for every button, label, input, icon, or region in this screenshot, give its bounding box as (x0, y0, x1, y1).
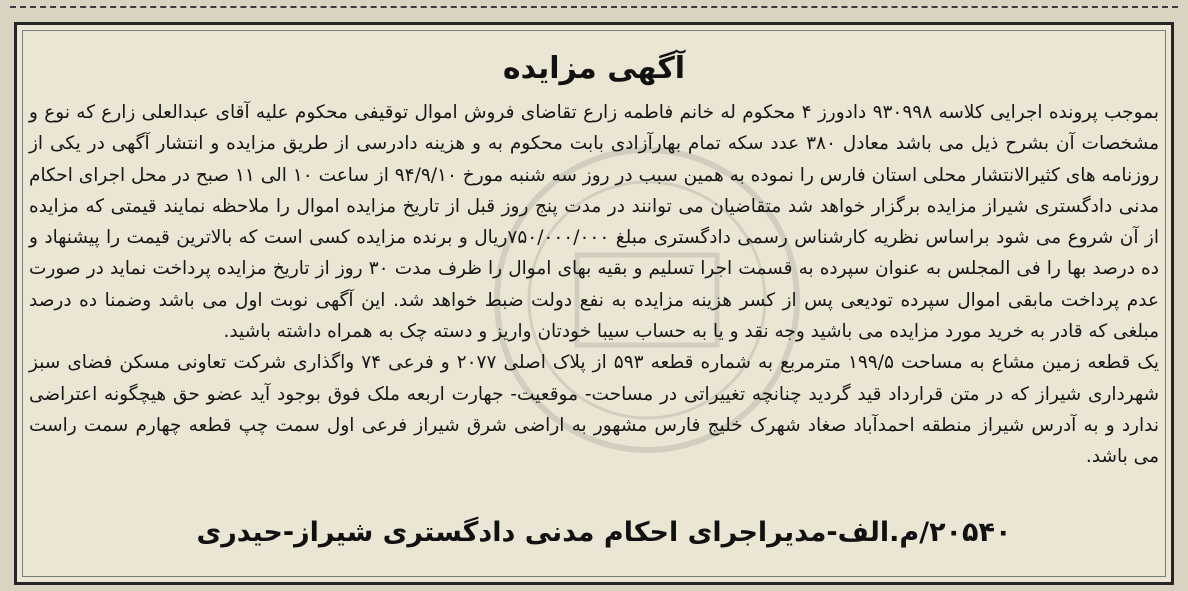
notice-paragraph-property-description: یک قطعه زمین مشاع به مساحت ۱۹۹/۵ مترمربع به شماره قطعه ۵۹۳ از پلاک اصلی ۲۰۷۷ و فرعی ۷۴ واگذاری شرکت تعاونی مسکن فضای سبز شهرداری شیراز که در متن قرارداد قید گردید چنانچه تغییراتی در مساحت- موقعیت- جهارت اربعه ملک فوق بوجود آید عضو حق هیچگونه اعتراضی ندارد و به آدرس شیراز منطقه احمدآباد صغاد شهرک خلیج فارس مشهور به اراضی شرق شیراز فرعی اول سمت چپ قطعه چهارم سمت راست می باشد. (29, 352, 1159, 468)
notice-signature: ۲۰۵۴۰/م.الف-مدیراجرای احکام مدنی دادگستری شیراز-حیدری (196, 517, 1012, 548)
top-dashed-rule (10, 6, 1178, 8)
notice-title: آگهی مزایده (502, 51, 686, 86)
notice-body (29, 97, 1159, 473)
notice-paragraph-auction-terms: بموجب پرونده اجرایی کلاسه ۹۳۰۹۹۸ دادورز ۴ محکوم له خانم فاطمه زارع تقاضای فروش اموال توقیفی محکوم علیه آقای عبدالعلی زارع که نوع و مشخصات آن بشرح ذیل می باشد معادل ۳۸۰ عدد سکه تمام بهارآزادی بابت محکوم به و هزینه دادرسی از طریق مزایده و انتشار آگهی در یکی از روزنامه های کثیرالانتشار محلی استان فارس را نموده به همین سبب در روز سه شنبه مورخ ۹۴/۹/۱۰ از ساعت ۱۰ الی ۱۱ صبح در محل اجرای احکام مدنی دادگستری شیراز مزایده برگزار خواهد شد متقاضیان می توانند در مدت پنج روز قبل از تاریخ مزایده اموال را ملاحظه نمایند قیمتی که مزایده از آن شروع می شود براساس نظریه کارشناس رسمی دادگستری مبلغ ۷۵۰/۰۰۰/۰۰۰ریال و برنده مزایده کسی است که بالاترین قیمت را پیشنهاد و ده درصد بها را فی المجلس به عنوان سپرده به قسمت اجرا تسلیم و بقیه بهای اموال را ظرف مدت ۳۰ روز از تاریخ مزایده پرداخت نماید در صورت عدم پرداخت مابقی اموال سپرده تودیعی پس از کسر هزینه مزایده به نفع دولت ضبط خواهد شد. این آگهی نوبت اول می باشد وضمنا ده درصد مبلغی که قادر به خرید مورد مزایده می باشید وجه نقد و یا به حساب سیبا خودتان واریز و دسته چک به همراه داشته باشید. (29, 102, 1159, 343)
notice-frame (14, 22, 1174, 585)
